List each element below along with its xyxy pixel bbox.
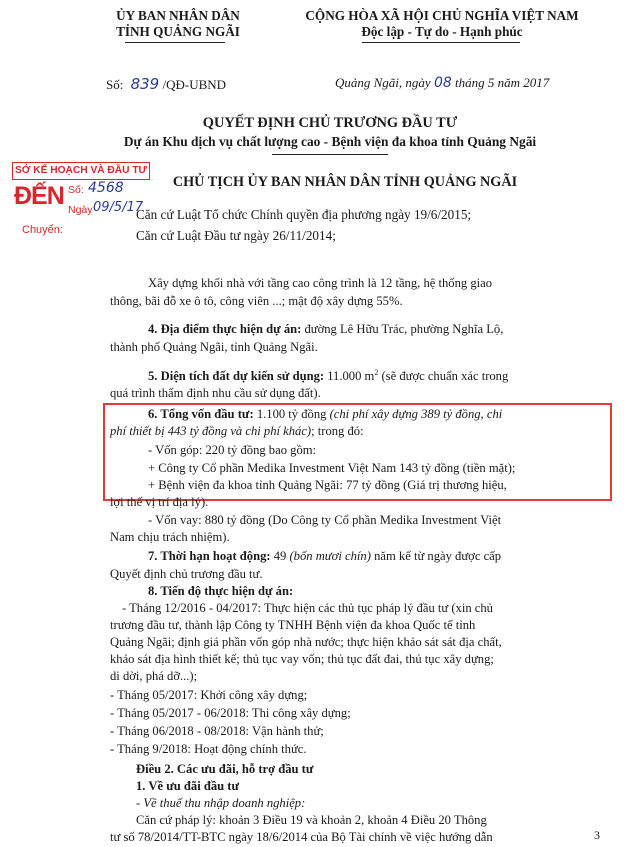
preamble-line-2: Căn cứ Luật Đầu tư ngày 26/11/2014; bbox=[136, 228, 336, 243]
article-2-heading: Điều 2. Các ưu đãi, hỗ trợ đầu tư bbox=[136, 762, 314, 776]
number-prefix: Số: bbox=[106, 77, 124, 92]
section-5-line-2: quá trình thẩm định nhu cầu sử dụng đất). bbox=[110, 386, 321, 400]
stamp-ngay-value: 09/5/17 bbox=[93, 200, 144, 215]
stamp-org: SỞ KẾ HOẠCH VÀ ĐẦU TƯ bbox=[12, 162, 150, 180]
section-7-line-1 bbox=[148, 549, 501, 564]
motto-underline bbox=[362, 42, 520, 43]
issuer-underline bbox=[125, 42, 225, 43]
contribution-medika: + Công ty Cổ phần Medika Investment Việt Nam 143 tỷ đồng (tiền mặt); bbox=[148, 461, 516, 475]
schedule-line-5: di dời, phá dỡ...); bbox=[110, 669, 198, 683]
number-suffix: /QĐ-UBND bbox=[162, 77, 227, 92]
stamp-chuyen-label: Chuyển: bbox=[22, 224, 63, 236]
schedule-line-8: - Tháng 06/2018 - 08/2018: Vận hành thử; bbox=[110, 724, 324, 738]
issuer-name: ỦY BAN NHÂN DÂN bbox=[116, 8, 240, 23]
country-name: CỘNG HÒA XÃ HỘI CHỦ NGHĨA VIỆT NAM bbox=[305, 8, 579, 23]
section-7-rest: năm kể từ ngày được cấp bbox=[370, 549, 502, 563]
article-2-item-1: 1. Về ưu đãi đầu tư bbox=[136, 779, 240, 793]
project-subtitle: Dự án Khu dịch vụ chất lượng cao - Bệnh viện đa khoa tỉnh Quảng Ngãi bbox=[123, 134, 537, 149]
section-6-total: 1.100 tỷ đồng bbox=[253, 407, 330, 421]
section-6-line-2 bbox=[110, 424, 364, 439]
contribution-hospital-1: + Bệnh viện đa khoa tỉnh Quảng Ngãi: 77 tỷ đồng (Giá trị thương hiệu, bbox=[148, 478, 507, 492]
section-7-years-words: (bốn mươi chín) bbox=[289, 549, 371, 563]
schedule-line-7: - Tháng 05/2017 - 06/2018: Thi công xây dựng; bbox=[110, 706, 351, 720]
section-6-breakdown: (chi phí xây dựng 389 tỷ đồng, chi bbox=[329, 407, 503, 421]
section-4-line-1 bbox=[148, 322, 503, 337]
section-8-label: 8. Tiến độ thực hiện dự án: bbox=[148, 584, 294, 598]
stamp-so-label: Số: bbox=[68, 184, 84, 196]
document-number bbox=[106, 75, 226, 93]
section-7-years: 49 bbox=[270, 549, 290, 563]
issue-date bbox=[335, 75, 549, 91]
section-6-breakdown-cont: phí thiết bị 443 tỷ đồng và chi phí khác) bbox=[110, 424, 312, 438]
section-6-therein: ; trong đó: bbox=[311, 424, 364, 438]
scale-line-1: Xây dựng khối nhà với tầng cao công trình là 12 tầng, hệ thống giao bbox=[148, 276, 492, 290]
page-number: 3 bbox=[594, 828, 600, 842]
section-5-label: 5. Diện tích đất dự kiến sử dụng: bbox=[148, 369, 325, 384]
date-prefix: Quảng Ngãi, ngày bbox=[335, 75, 431, 90]
schedule-line-4: khảo sát địa hình thiết kế; thủ tục vay vốn; thủ tục đất đai, thủ tục xây dựng; bbox=[110, 652, 494, 666]
national-motto: Độc lập - Tự do - Hạnh phúc bbox=[361, 24, 523, 39]
stamp-den: ĐẾN bbox=[14, 182, 64, 210]
legal-basis-line-1: Căn cứ pháp lý: khoản 3 Điều 19 và khoản 2, khoản 4 Điều 20 Thông bbox=[136, 813, 487, 827]
section-7-label: 7. Thời hạn hoạt động: bbox=[148, 549, 271, 563]
schedule-line-1: - Tháng 12/2016 - 04/2017: Thực hiện các thủ tục pháp lý đầu tư (xin chủ bbox=[122, 601, 493, 615]
section-5-line-1 bbox=[148, 368, 508, 384]
legal-basis-line-2: tư số 78/2014/TT-BTC ngày 18/6/2014 của Bộ Tài chính về việc hướng dẫn bbox=[110, 830, 493, 844]
schedule-line-2: trương đầu tư, thành lập Công ty TNHH Bệnh viện đa khoa Quốc tế tỉnh bbox=[110, 618, 476, 632]
schedule-line-9: - Tháng 9/2018: Hoạt động chính thức. bbox=[110, 742, 307, 756]
section-5-area: 11.000 m bbox=[324, 369, 375, 384]
date-rest: tháng 5 năm 2017 bbox=[455, 75, 550, 90]
stamp-ngay-label: Ngày bbox=[68, 204, 93, 216]
section-6-line-1 bbox=[148, 407, 502, 422]
contribution-hospital-2: lợi thế vị trí địa lý). bbox=[110, 495, 209, 509]
loan-capital-1: - Vốn vay: 880 tỷ đồng (Do Công ty Cổ phần Medika Investment Việt bbox=[148, 513, 502, 527]
preamble-line-1: Căn cứ Luật Tổ chức Chính quyền địa phương ngày 19/6/2015; bbox=[136, 207, 472, 222]
stamp-so-value: 4568 bbox=[88, 180, 124, 196]
number-handwritten: 839 bbox=[130, 75, 160, 93]
section-7-line-2: Quyết định chủ trương đầu tư. bbox=[110, 567, 263, 581]
received-stamp bbox=[12, 162, 150, 242]
section-4-label: 4. Địa điểm thực hiện dự án: bbox=[148, 322, 302, 336]
date-day: 08 bbox=[433, 75, 452, 91]
article-2-item-1a: - Về thuế thu nhập doanh nghiệp: bbox=[136, 796, 306, 810]
section-4-line-2: thành phố Quảng Ngãi, tỉnh Quảng Ngãi. bbox=[110, 340, 318, 354]
decision-title: QUYẾT ĐỊNH CHỦ TRƯƠNG ĐẦU TƯ bbox=[202, 115, 458, 131]
issuer-province: TỈNH QUẢNG NGÃI bbox=[116, 24, 240, 39]
section-5-sup: 2 bbox=[374, 368, 379, 377]
issuing-authority: CHỦ TỊCH ỦY BAN NHÂN DÂN TỈNH QUẢNG NGÃI bbox=[172, 174, 518, 190]
section-5-note: (sẽ được chuẩn xác trong bbox=[378, 369, 509, 384]
section-4-value: đường Lê Hữu Trác, phường Nghĩa Lộ, bbox=[301, 322, 504, 336]
capital-contribution: - Vốn góp: 220 tỷ đồng bao gồm: bbox=[148, 443, 317, 457]
subtitle-underline bbox=[272, 154, 388, 155]
schedule-line-6: - Tháng 05/2017: Khởi công xây dựng; bbox=[110, 688, 308, 702]
scale-line-2: thông, bãi đỗ xe ô tô, công viên ...; mật độ xây dựng 55%. bbox=[110, 294, 403, 308]
loan-capital-2: Nam chịu trách nhiệm). bbox=[110, 530, 230, 544]
section-6-label: 6. Tổng vốn đầu tư: bbox=[148, 407, 254, 421]
schedule-line-3: Quảng Ngãi; định giá phần vốn góp nhà nước; thực hiện khảo sát sát địa chất, bbox=[110, 635, 502, 649]
